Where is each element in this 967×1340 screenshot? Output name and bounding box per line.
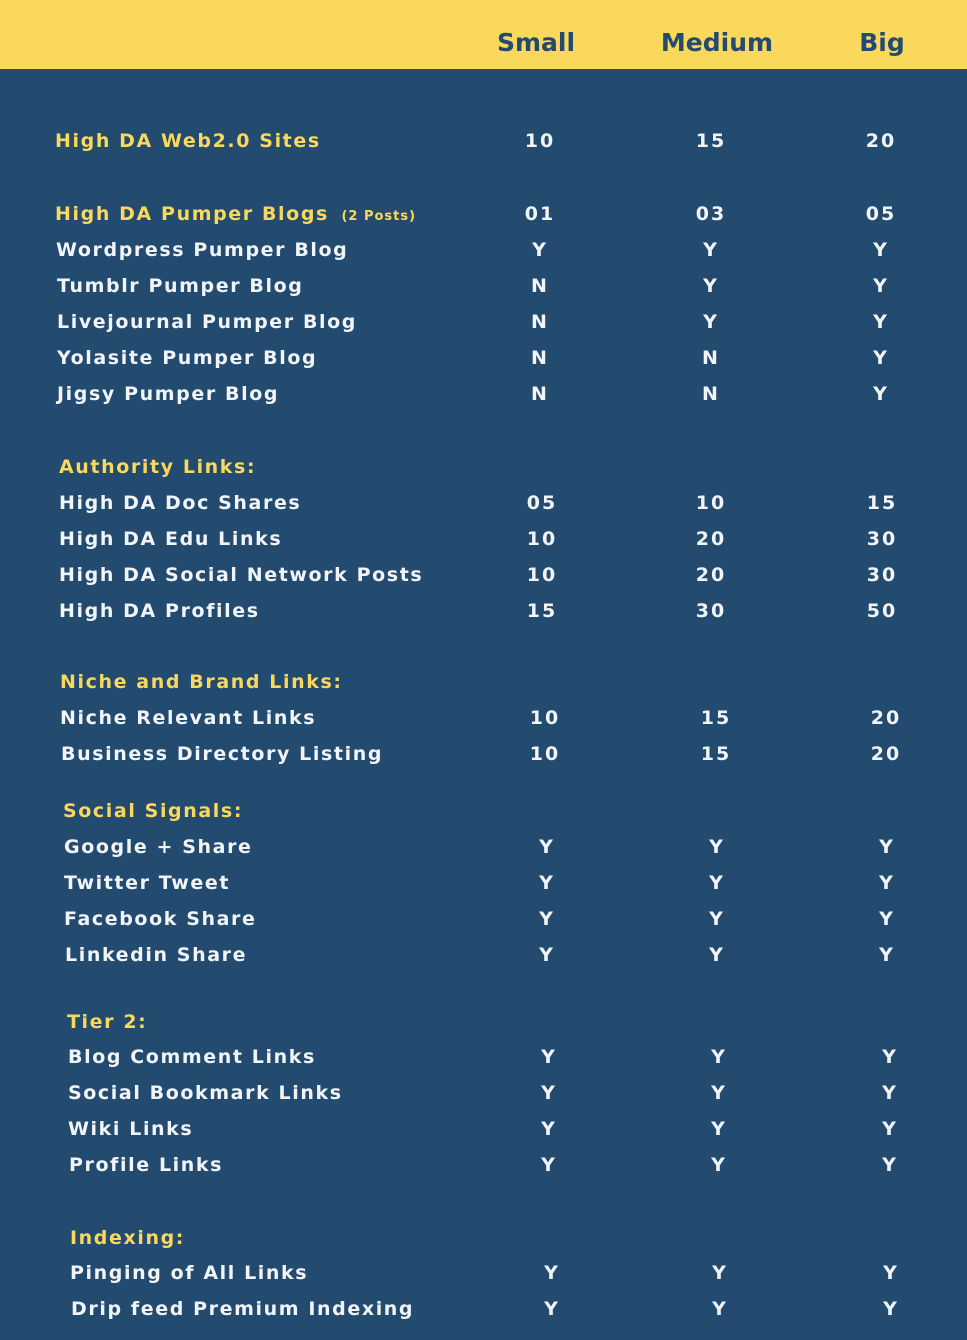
section-title-text: Niche and Brand Links: (60, 671, 343, 693)
table-row (0, 307, 967, 337)
section-header-row (0, 1223, 967, 1253)
value-big: 30 (866, 564, 898, 586)
value-small: 10 (529, 743, 561, 765)
value-small: 10 (524, 130, 556, 152)
table-row (0, 832, 967, 862)
table-row (0, 1078, 967, 1108)
value-small: N (531, 383, 549, 405)
section-title (70, 1223, 185, 1253)
table-row (0, 1114, 967, 1144)
value-small: 10 (526, 528, 558, 550)
section-title (67, 1007, 147, 1037)
value-medium: Y (703, 239, 719, 261)
row-label: High DA Social Network Posts (59, 564, 424, 586)
value-small: N (531, 347, 549, 369)
value-big: Y (879, 944, 895, 966)
row-label: Business Directory Listing (61, 743, 384, 765)
table-row (0, 343, 967, 373)
value-big: Y (882, 1118, 898, 1140)
section-title-text: Indexing: (70, 1227, 185, 1249)
value-small: 10 (526, 564, 558, 586)
row-label: Profile Links (69, 1154, 224, 1176)
value-small: 01 (524, 203, 556, 225)
value-medium: Y (709, 944, 725, 966)
pricing-table (0, 69, 967, 1340)
value-small: N (531, 275, 549, 297)
value-medium: Y (711, 1118, 727, 1140)
value-medium: Y (712, 1298, 728, 1320)
value-big: Y (879, 908, 895, 930)
table-row (0, 739, 967, 769)
table-row (0, 235, 967, 265)
row-label: Livejournal Pumper Blog (57, 311, 357, 333)
value-medium: 15 (700, 707, 732, 729)
value-small: 05 (526, 492, 558, 514)
value-medium: 03 (695, 203, 727, 225)
value-big: Y (882, 1154, 898, 1176)
value-small: Y (539, 944, 555, 966)
table-row (0, 379, 967, 409)
section-header-row (0, 667, 967, 697)
value-small: Y (539, 872, 555, 894)
value-small: Y (544, 1262, 560, 1284)
value-small: 10 (529, 707, 561, 729)
table-row (0, 1294, 967, 1324)
value-big: Y (873, 311, 889, 333)
row-label: Linkedin Share (65, 944, 248, 966)
table-row (0, 940, 967, 970)
value-big: Y (879, 836, 895, 858)
section-title-text: Social Signals: (63, 800, 244, 822)
row-label: Yolasite Pumper Blog (57, 347, 318, 369)
table-row (0, 271, 967, 301)
row-label: Niche Relevant Links (60, 707, 317, 729)
section-header-row (0, 199, 967, 229)
value-medium: Y (711, 1082, 727, 1104)
value-big: Y (879, 872, 895, 894)
value-big: Y (882, 1046, 898, 1068)
value-big: 20 (870, 707, 902, 729)
value-small: Y (532, 239, 548, 261)
value-medium: 30 (695, 600, 727, 622)
value-small: N (531, 311, 549, 333)
section-title-text: High DA Pumper Blogs (55, 203, 329, 225)
section-title-text: Tier 2: (67, 1011, 148, 1033)
section-title (55, 199, 416, 232)
row-label: Wiki Links (68, 1118, 194, 1140)
section-title-note: (2 Posts) (335, 209, 417, 224)
table-row (0, 904, 967, 934)
value-medium: N (702, 383, 720, 405)
value-medium: Y (709, 908, 725, 930)
value-big: 20 (865, 130, 897, 152)
column-header-medium: Medium (660, 28, 774, 57)
table-row (0, 1258, 967, 1288)
table-row (0, 868, 967, 898)
table-row (0, 488, 967, 518)
value-big: 05 (865, 203, 897, 225)
value-small: Y (541, 1154, 557, 1176)
section-title-text: High DA Web2.0 Sites (55, 130, 321, 152)
row-label: Wordpress Pumper Blog (56, 239, 349, 261)
section-title (60, 667, 343, 697)
value-medium: Y (711, 1046, 727, 1068)
row-label: Drip feed Premium Indexing (71, 1298, 415, 1320)
value-medium: N (702, 347, 720, 369)
value-medium: Y (709, 836, 725, 858)
table-row (0, 524, 967, 554)
value-medium: 15 (700, 743, 732, 765)
value-small: Y (539, 836, 555, 858)
section-header-row (0, 796, 967, 826)
row-label: High DA Doc Shares (59, 492, 302, 514)
value-big: 20 (870, 743, 902, 765)
section-title-text: Authority Links: (59, 456, 257, 478)
section-header-row (0, 126, 967, 156)
value-medium: Y (712, 1262, 728, 1284)
value-big: 50 (866, 600, 898, 622)
value-small: Y (541, 1046, 557, 1068)
table-row (0, 560, 967, 590)
table-row (0, 703, 967, 733)
value-big: Y (873, 347, 889, 369)
row-label: Tumblr Pumper Blog (57, 275, 304, 297)
column-header-big: Big (859, 28, 905, 57)
section-header-row (0, 452, 967, 482)
value-small: 15 (526, 600, 558, 622)
value-big: Y (873, 275, 889, 297)
value-medium: 20 (695, 564, 727, 586)
section-title (63, 796, 243, 826)
value-medium: Y (711, 1154, 727, 1176)
row-label: Google + Share (64, 836, 253, 858)
value-small: Y (541, 1082, 557, 1104)
row-label: High DA Profiles (59, 600, 260, 622)
row-label: High DA Edu Links (59, 528, 283, 550)
table-row (0, 1042, 967, 1072)
value-medium: 15 (695, 130, 727, 152)
column-header-small: Small (496, 28, 576, 57)
table-row (0, 596, 967, 626)
value-medium: Y (709, 872, 725, 894)
value-medium: 10 (695, 492, 727, 514)
header-bar (0, 0, 967, 69)
section-title (55, 126, 321, 156)
section-title (59, 452, 256, 482)
value-big: Y (873, 239, 889, 261)
value-small: Y (539, 908, 555, 930)
value-big: Y (873, 383, 889, 405)
value-small: Y (544, 1298, 560, 1320)
row-label: Blog Comment Links (68, 1046, 316, 1068)
value-big: Y (883, 1262, 899, 1284)
section-header-row (0, 1007, 967, 1037)
value-big: 30 (866, 528, 898, 550)
value-small: Y (541, 1118, 557, 1140)
row-label: Twitter Tweet (64, 872, 231, 894)
table-row (0, 1150, 967, 1180)
value-medium: Y (703, 311, 719, 333)
value-big: Y (883, 1298, 899, 1320)
value-medium: 20 (695, 528, 727, 550)
value-big: 15 (866, 492, 898, 514)
row-label: Social Bookmark Links (68, 1082, 343, 1104)
row-label: Facebook Share (64, 908, 257, 930)
row-label: Pinging of All Links (70, 1262, 309, 1284)
row-label: Jigsy Pumper Blog (57, 383, 280, 405)
value-medium: Y (703, 275, 719, 297)
value-big: Y (882, 1082, 898, 1104)
